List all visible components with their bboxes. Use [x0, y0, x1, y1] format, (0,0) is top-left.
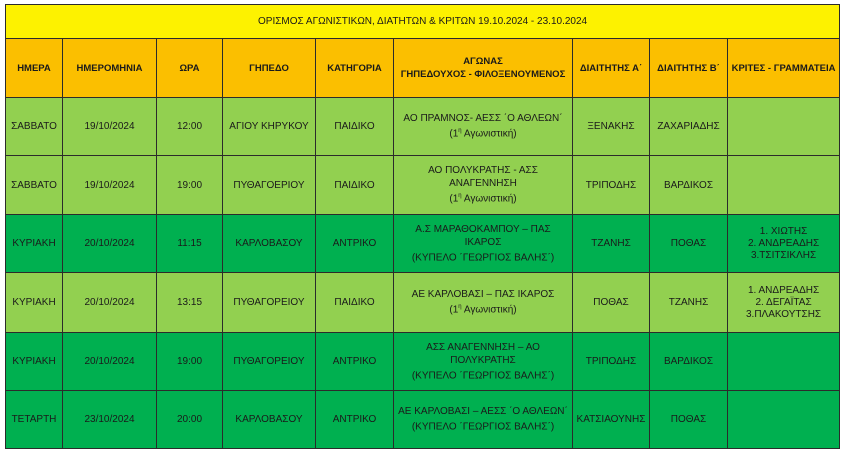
match-teams: Α.Σ ΜΑΡΑΘΟΚΑΜΠΟΥ – ΠΑΣ ΙΚΑΡΟΣ — [415, 223, 551, 248]
cell-date: 19/10/2024 — [63, 156, 157, 215]
cell-day: ΚΥΡΙΑΚΗ — [6, 273, 63, 333]
cell-date: 23/10/2024 — [63, 391, 157, 449]
match-round — [396, 301, 570, 316]
cell-referee-b: ΠΟΘΑΣ — [650, 391, 728, 449]
match-round-sup: η — [458, 128, 462, 135]
cell-referee-a: ΤΖΑΝΗΣ — [573, 215, 650, 273]
match-round-pre: (1 — [449, 128, 459, 140]
cell-referee-b: ΖΑΧΑΡΙΑΔΗΣ — [650, 98, 728, 156]
cell-time: 19:00 — [157, 333, 223, 391]
match-round — [396, 125, 570, 140]
cell-venue: ΑΓΙΟΥ ΚΗΡΥΚΟΥ — [223, 98, 316, 156]
cell-venue: ΠΥΘΑΓΟΕΡΙΟΥ — [223, 156, 316, 215]
match-teams: ΑΟ ΠΟΛΥΚΡΑΤΗΣ - ΑΣΣ ΑΝΑΓΕΝΝΗΣΗ — [428, 165, 538, 190]
official-1: 1. ΧΙΩΤΗΣ — [759, 225, 808, 237]
match-round-sup: η — [458, 193, 462, 200]
cell-referee-a: ΠΟΘΑΣ — [573, 273, 650, 333]
header-match — [394, 39, 573, 98]
match-round-post: Αγωνιστική) — [461, 304, 517, 316]
header-officials: ΚΡΙΤΕΣ - ΓΡΑΜΜΑΤΕΙΑ — [728, 39, 840, 98]
match-teams: ΑΣΣ ΑΝΑΓΕΝΝΗΣΗ – ΑΟ ΠΟΛΥΚΡΑΤΗΣ — [426, 341, 540, 366]
cell-day: ΤΕΤΑΡΤΗ — [6, 391, 63, 449]
cell-match — [394, 215, 573, 273]
match-round-pre: (ΚΥΠΕΛΟ ΄ΓΕΩΡΓΙΟΣ ΒΑΛΗΣ΄) — [411, 370, 555, 382]
cell-venue: ΠΥΘΑΓΟΡΕΙΟΥ — [223, 333, 316, 391]
match-round-post: Αγωνιστική) — [461, 128, 517, 140]
cell-venue: ΚΑΡΛΟΒΑΣΟΥ — [223, 215, 316, 273]
cell-venue: ΠΥΘΑΓΟΡΕΙΟΥ — [223, 273, 316, 333]
table-row — [6, 98, 840, 156]
header-category: ΚΑΤΗΓΟΡΙΑ — [316, 39, 394, 98]
table-row — [6, 391, 840, 449]
cell-venue: ΚΑΡΛΟΒΑΣΟΥ — [223, 391, 316, 449]
table-row — [6, 273, 840, 333]
header-match-line2: ΓΗΠΕΔΟΥΧΟΣ - ΦΙΛΟΞΕΝΟΥΜΕΝΟΣ — [400, 69, 566, 80]
official-2: 2. ΑΝΔΡΕΑΔΗΣ — [747, 237, 820, 249]
cell-time: 20:00 — [157, 391, 223, 449]
cell-day: ΚΥΡΙΑΚΗ — [6, 333, 63, 391]
header-match-line1: ΑΓΩΝΑΣ — [463, 56, 503, 67]
cell-referee-a: ΞΕΝΑΚΗΣ — [573, 98, 650, 156]
header-row — [6, 39, 840, 98]
match-teams: ΑΕ ΚΑΡΛΟΒΑΣΙ – ΑΕΣΣ ΄Ο ΑΘΛΕΩΝ΄ — [398, 406, 568, 418]
header-referee-b: ΔΙΑΙΤΗΤΗΣ Β΄ — [650, 39, 728, 98]
official-1: 1. ΑΝΔΡΕΑΔΗΣ — [747, 284, 820, 296]
official-3: 3.ΤΣΙΤΣΙΚΛΗΣ — [750, 249, 817, 261]
cell-date: 20/10/2024 — [63, 215, 157, 273]
cell-category: ΑΝΤΡΙΚΟ — [316, 215, 394, 273]
title-row — [6, 5, 840, 39]
cell-time: 12:00 — [157, 98, 223, 156]
cell-date: 20/10/2024 — [63, 273, 157, 333]
cell-match — [394, 333, 573, 391]
match-round — [396, 190, 570, 205]
cell-referee-b: ΤΖΑΝΗΣ — [650, 273, 728, 333]
match-round-post: Αγωνιστική) — [461, 193, 517, 205]
header-referee-a: ΔΙΑΙΤΗΤΗΣ Α΄ — [573, 39, 650, 98]
official-3: 3.ΠΛΑΚΟΥΤΣΗΣ — [746, 308, 822, 320]
table-row — [6, 215, 840, 273]
cell-category: ΑΝΤΡΙΚΟ — [316, 391, 394, 449]
table-row — [6, 156, 840, 215]
official-2: 2. ΔΕΓΑΪΤΑΣ — [755, 296, 812, 308]
cell-date: 20/10/2024 — [63, 333, 157, 391]
cell-category: ΠΑΙΔΙΚΟ — [316, 156, 394, 215]
match-teams: ΑΟ ΠΡΑΜΝΟΣ- ΑΕΣΣ ΄Ο ΑΘΛΕΩΝ΄ — [403, 113, 563, 125]
match-round-sup: η — [458, 304, 462, 311]
sheet-title: ΟΡΙΣΜΟΣ ΑΓΩΝΙΣΤΙΚΩΝ, ΔΙΑΤΗΤΩΝ & ΚΡΙΤΩΝ 19.10.2024 - 23.10.2024 — [6, 5, 840, 39]
match-round-pre: (ΚΥΠΕΛΟ ΄ΓΕΩΡΓΙΟΣ ΒΑΛΗΣ΄) — [411, 421, 555, 433]
cell-time: 11:15 — [157, 215, 223, 273]
header-day: ΗΜΕΡΑ — [6, 39, 63, 98]
cell-match — [394, 98, 573, 156]
match-round — [396, 367, 570, 382]
cell-match — [394, 156, 573, 215]
cell-match — [394, 391, 573, 449]
cell-officials — [728, 98, 840, 156]
cell-time: 13:15 — [157, 273, 223, 333]
cell-officials — [728, 333, 840, 391]
cell-day: ΣΑΒΒΑΤΟ — [6, 98, 63, 156]
cell-referee-b: ΠΟΘΑΣ — [650, 215, 728, 273]
cell-category: ΑΝΤΡΙΚΟ — [316, 333, 394, 391]
cell-day: ΣΑΒΒΑΤΟ — [6, 156, 63, 215]
cell-referee-b: ΒΑΡΔΙΚΟΣ — [650, 333, 728, 391]
match-round — [396, 418, 570, 433]
header-time: ΩΡΑ — [157, 39, 223, 98]
cell-referee-a: ΤΡΙΠΟΔΗΣ — [573, 156, 650, 215]
cell-match — [394, 273, 573, 333]
cell-referee-a: ΚΑΤΣΙΑΟΥΝΗΣ — [573, 391, 650, 449]
cell-officials — [728, 391, 840, 449]
cell-day: ΚΥΡΙΑΚΗ — [6, 215, 63, 273]
match-round-pre: (1 — [449, 193, 459, 205]
cell-date: 19/10/2024 — [63, 98, 157, 156]
cell-category: ΠΑΙΔΙΚΟ — [316, 98, 394, 156]
match-teams: ΑΕ ΚΑΡΛΟΒΑΣΙ – ΠΑΣ ΙΚΑΡΟΣ — [411, 289, 555, 301]
cell-referee-a: ΤΡΙΠΟΔΗΣ — [573, 333, 650, 391]
header-venue: ΓΗΠΕΔΟ — [223, 39, 316, 98]
cell-officials — [728, 273, 840, 333]
cell-category: ΠΑΙΔΙΚΟ — [316, 273, 394, 333]
schedule-sheet — [5, 4, 839, 449]
table-row — [6, 333, 840, 391]
cell-officials — [728, 215, 840, 273]
cell-referee-b: ΒΑΡΔΙΚΟΣ — [650, 156, 728, 215]
header-date: ΗΜΕΡΟΜΗΝΙΑ — [63, 39, 157, 98]
match-round-pre: (ΚΥΠΕΛΟ ΄ΓΕΩΡΓΙΟΣ ΒΑΛΗΣ΄) — [411, 252, 555, 264]
cell-time: 19:00 — [157, 156, 223, 215]
match-round-pre: (1 — [449, 304, 459, 316]
schedule-table — [5, 4, 840, 449]
match-round — [396, 249, 570, 264]
cell-officials — [728, 156, 840, 215]
